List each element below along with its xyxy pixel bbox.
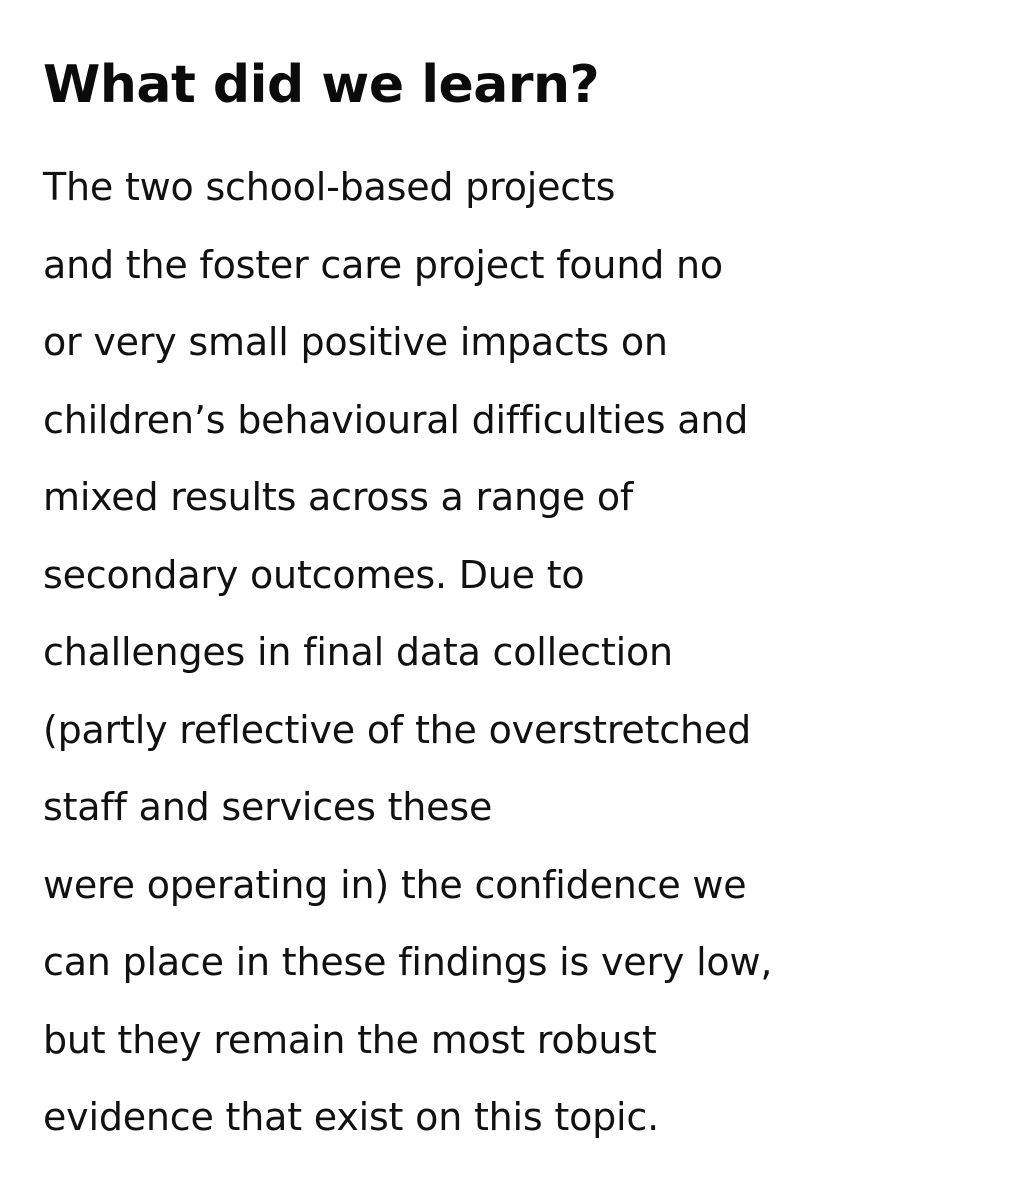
paragraph-line: were operating in) the confidence we <box>43 862 747 907</box>
paragraph-line: staff and services these <box>43 785 493 829</box>
paragraph-line: challenges in final data collection <box>43 630 673 674</box>
paragraph-line: can place in these findings is very low, <box>43 940 773 984</box>
paragraph-line: The two school-based projects <box>43 165 616 209</box>
article-section <box>43 42 983 1157</box>
body-paragraph <box>43 128 983 1157</box>
paragraph-line: mixed results across a range of <box>43 475 634 519</box>
paragraph-line: or very small positive impacts on <box>43 320 668 364</box>
paragraph-line: (partly reflective of the overstretched <box>43 707 751 752</box>
paragraph-line: but they remain the most robust <box>43 1017 657 1062</box>
section-heading: What did we learn? <box>43 55 600 115</box>
paragraph-line: evidence that exist on this topic. <box>43 1095 659 1139</box>
paragraph-line: secondary outcomes. Due to <box>43 552 585 597</box>
paragraph-line: and the foster care project found no <box>43 242 723 287</box>
paragraph-line: children’s behavioural difficulties and <box>43 397 749 442</box>
